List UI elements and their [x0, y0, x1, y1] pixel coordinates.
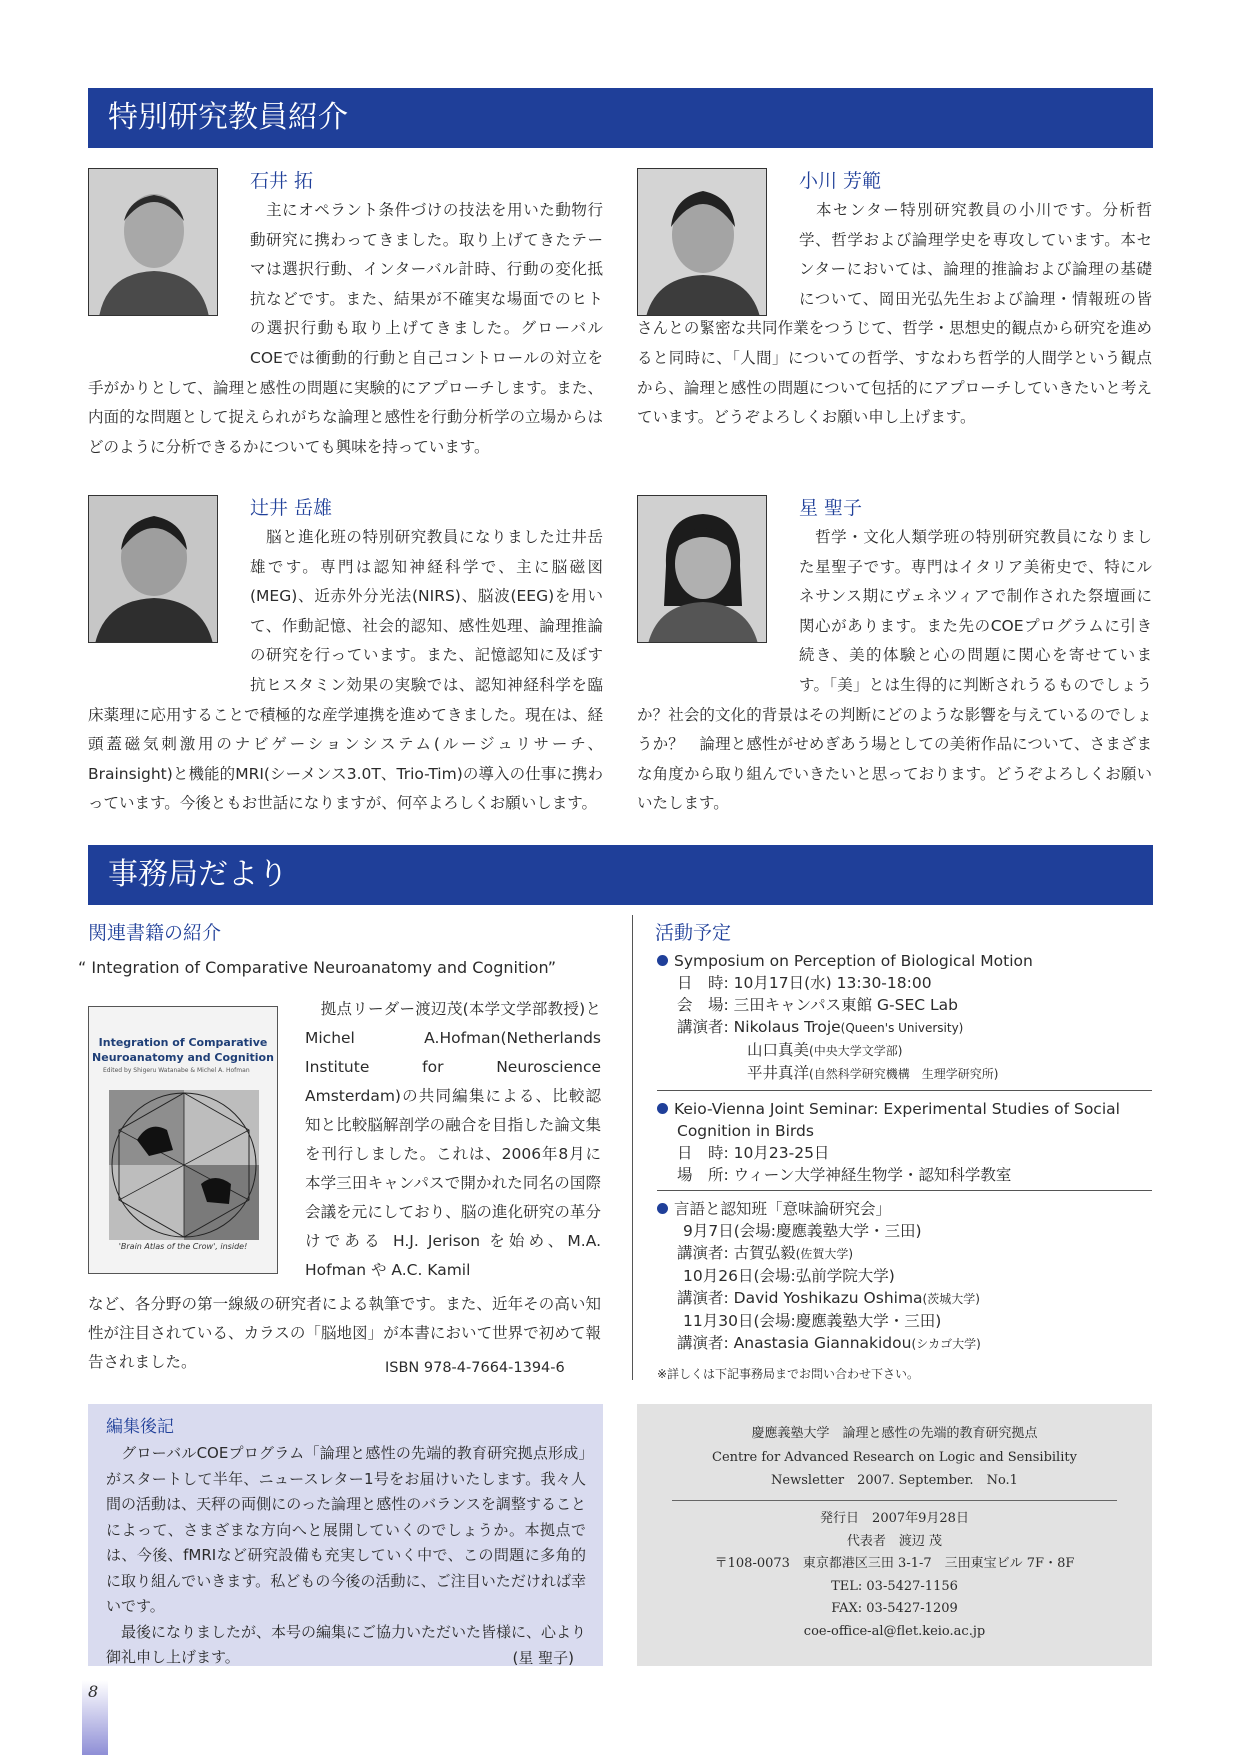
book-description-cont: など、各分野の第一線級の研究者による執筆です。また、近年その高い知性が注目されている、カラスの「脳地図」が本書において世界で初めて報告されました。 [88, 1295, 601, 1371]
activities-footnote: ※詳しくは下記事務局までお問い合わせ下さい。 [657, 1367, 920, 1381]
section-title-office-news: 事務局だより [88, 845, 1153, 905]
book-description: 拠点リーダー渡辺茂(本学文学部教授)と Michel A.Hofman(Netherlands Institute for Neuroscience Amsterdam)の共同編集による、比較認知と比較脳解剖学の融合を目指した論文集を刊行しました。これは、2006年8月に本学三田キャンパスで開かれた同名の国際会議を元にしており、脳の進化研究の革分けである H.J. Jerison を始め、M.A. Hofman や A.C. Kamil [305, 1000, 601, 1279]
cover-title-line2: Neuroanatomy and Cognition [92, 1051, 274, 1064]
profile-name-tsujii: 辻井 岳雄 [250, 497, 333, 519]
event-keio-vienna: Keio-Vienna Joint Seminar: Experimental Studies of Social Cognition in Birds 日 時: 10月23-25日 場 所: ウィーン大学神経生物学・認知科学教室 [657, 1098, 1147, 1186]
event-semantics-workshop: 言語と認知班「意味論研究会」 9月7日(会場:慶應義塾大学・三田) 講演者: 古賀弘毅(佐賀大学) 10月26日(会場:弘前学院大学) 講演者: David Yoshikazu Oshima(茨城大学) 11月30日(会場:慶應義塾大学・三田) 講演者: Anastasia Giannakidou(シカゴ大学) [657, 1198, 1147, 1355]
profile-name-ogawa: 小川 芳範 [799, 170, 882, 192]
profile-text-ishii: 主にオペラント条件づけの技法を用いた動物行動研究に携わってきました。取り上げてきたテーマは選択行動、インターバル計時、行動の変化抵抗などです。また、結果が不確実な場面でのヒトの選択行動も取り上げてきました。グローバルCOEでは衝動的行動と自己コントロールの対立を手がかりとして、論理と感性の問題に実験的にアプローチします。また、内面的な問題として捉えられがちな論理と感性を行動分析学の立場からはどのように分析できるかについても興味を持っています。 [88, 201, 603, 456]
cover-editors: Edited by Shigeru Watanabe & Michel A. Hofman [103, 1067, 250, 1074]
profile-text-ogawa: 本センター特別研究教員の小川です。分析哲学、哲学および論理学史を専攻しています。本センターにおいては、論理的推論および論理の基礎について、岡田光弘先生および論理・情報班の皆さんとの緊密な共同作業をつうじて、哲学・思想史的観点から研究を進めると同時に、「人間」についての哲学、すなわち哲学的人間学という観点から、論理と感性の問題について包括的にアプローチしていきたいと考えています。どうぞよろしくお願い申し上げます。 [637, 201, 1152, 427]
cover-tagline: 'Brain Atlas of the Crow', inside! [118, 1242, 248, 1251]
colophon-org-jp: 慶應義塾大学 論理と感性の先端的教育研究拠点 [751, 1426, 1038, 1441]
bullet-icon [657, 1203, 668, 1214]
cover-title-line1: Integration of Comparative [98, 1036, 268, 1049]
editorial-heading: 編集後記 [106, 1417, 174, 1437]
bullet-icon [657, 1103, 668, 1114]
book-title: “ Integration of Comparative Neuroanatomy and Cognition” [78, 958, 557, 977]
event-title: Symposium on Perception of Biological Motion [657, 950, 1147, 972]
colophon-address: 〒108-0073 東京都港区三田 3-1-7 三田東宝ビル 7F・8F [714, 1556, 1075, 1571]
colophon-issued: 発行日 2007年9月28日 [820, 1511, 969, 1526]
colophon-fax: FAX: 03-5427-1209 [831, 1601, 958, 1616]
colophon-tel: TEL: 03-5427-1156 [831, 1578, 958, 1594]
activities-heading: 活動予定 [655, 922, 732, 944]
profile-name-ishii: 石井 拓 [250, 170, 314, 192]
event-divider [657, 1090, 1152, 1091]
editorial-text: グローバルCOEプログラム「論理と感性の先端的教育研究拠点形成」がスタートして半年、ニュースレター1号をお届けいたします。我々人間の活動は、天秤の両側にのった論理と感性のバランスを調整することによって、さまざまな方向へと展開していくのでしょうか。本拠点では、今後、fMRIなど研究設備も充実していく中で、この問題に多角的に取り組んでいきます。私どもの今後の活動に、ご注目いただければ幸いです。 最後になりましたが、本号の編集にご協力いただいた皆様に、心より御礼申し上げます。 (星 聖子) [106, 1441, 586, 1671]
event-title: Keio-Vienna Joint Seminar: Experimental Studies of Social Cognition in Birds [657, 1098, 1147, 1142]
colophon-org-en: Centre for Advanced Research on Logic and Sensibility [712, 1449, 1077, 1465]
editorial-signature: (星 聖子) [512, 1648, 574, 1667]
book-isbn: ISBN 978-4-7664-1394-6 [385, 1360, 565, 1376]
profile-text-hoshi: 哲学・文化人類学班の特別研究教員になりました星聖子です。専門はイタリア美術史で、特にルネサンス期にヴェネツィアで制作された祭壇画に関心があります。また先のCOEプログラムに引き続き、美的体験と心の問題に関心を寄せています。「美」とは生得的に判断されうるものでしょうか？社会的文化的背景はその判断にどのような影響を与えているのでしょうか？ 論理と感性がせめぎあう場としての美術作品について、さまざまな角度から取り組んでいきたいと思っております。どうぞよろしくお願いいたします。 [637, 528, 1152, 813]
section-title-special-faculty: 特別研究教員紹介 [88, 88, 1153, 148]
book-cover [88, 1006, 278, 1274]
colophon-box [637, 1404, 1152, 1666]
page-number: 8 [88, 1682, 99, 1701]
crow-brain-illustration [89, 1080, 278, 1250]
colophon-divider [672, 1500, 1117, 1501]
column-divider [632, 915, 633, 1380]
event-symposium: Symposium on Perception of Biological Motion 日 時: 10月17日(水) 13:30-18:00 会 場: 三田キャンパス東館 G-SEC Lab 講演者: Nikolaus Troje(Queen's University) 山口真美(中央大学文学部) 平井真洋(自然科学研究機構 生理学研究所) [657, 950, 1147, 1085]
colophon-newsletter: Newsletter 2007. September. No.1 [771, 1473, 1018, 1488]
event-title: 言語と認知班「意味論研究会」 [657, 1198, 1147, 1220]
profile-name-hoshi: 星 聖子 [799, 497, 863, 519]
colophon-representative: 代表者 渡辺 茂 [846, 1533, 943, 1549]
event-divider [657, 1190, 1152, 1191]
colophon-email[interactable]: coe-office-al@flet.keio.ac.jp [803, 1623, 986, 1639]
editorial-box [88, 1404, 603, 1666]
books-heading: 関連書籍の紹介 [88, 922, 222, 944]
bullet-icon [657, 955, 668, 966]
profile-text-tsujii: 脳と進化班の特別研究教員になりました辻井岳雄です。専門は認知神経科学で、主に脳磁図(MEG)、近赤外分光法(NIRS)、脳波(EEG)を用いて、作動記憶、社会的認知、感性処理、論理推論の研究を行っています。また、記憶認知に及ぼす抗ヒスタミン効果の実験では、認知神経科学を臨床薬理に応用することで積極的な産学連携を進めてきました。現在は、経頭蓋磁気刺激用のナビゲーションシステム(ルージュリサーチ、Brainsight)と機能的MRI(シーメンス3.0T、Trio-Tim)の導入の仕事に携わっています。今後ともお世話になりますが、何卒よろしくお願いします。 [88, 528, 603, 813]
